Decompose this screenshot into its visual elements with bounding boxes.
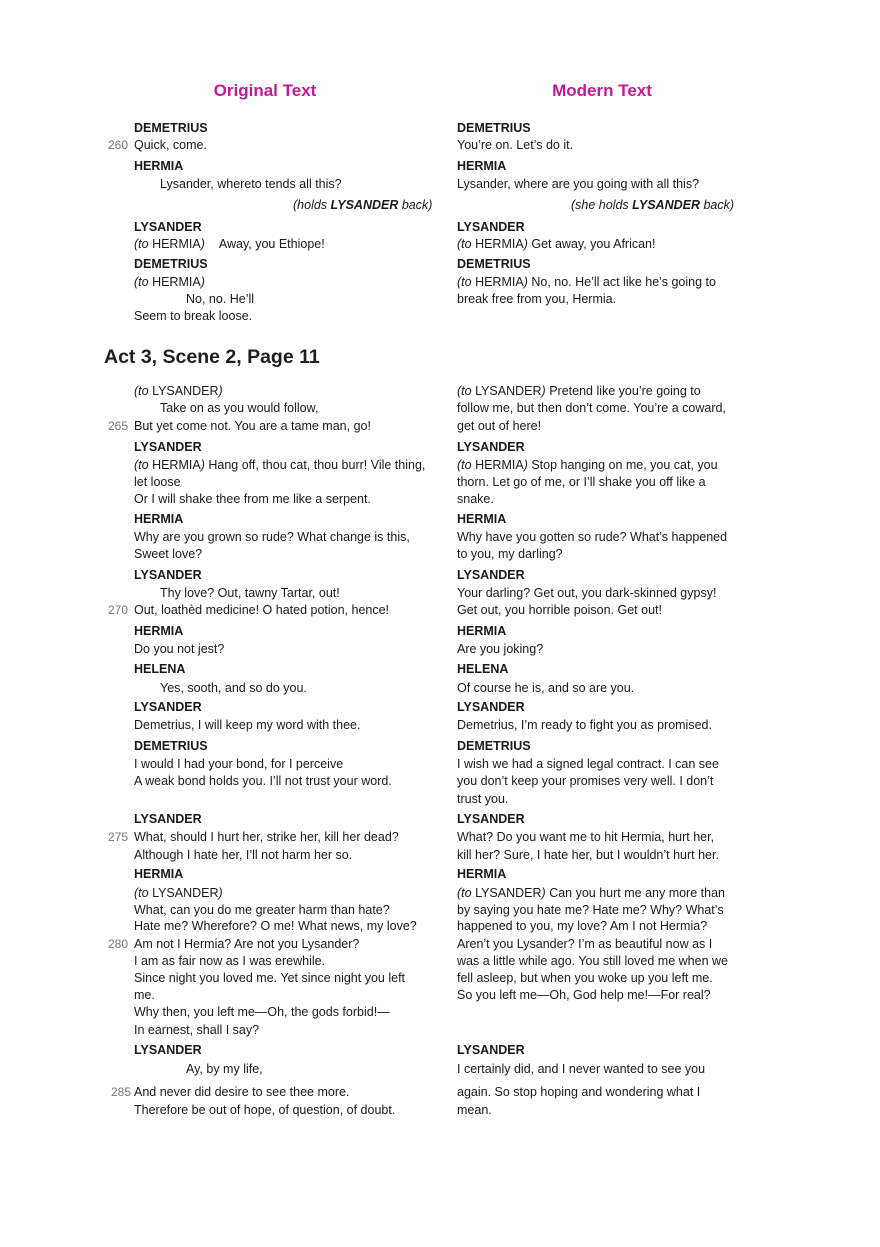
modern-text-header: Modern Text [552,81,652,100]
modern-line: Lysander, where are you going with all this? [457,177,700,191]
modern-line: Why have you gotten so rude? What’s happened [457,530,728,544]
original-line: Hate me? Wherefore? O me! What news, my love? [134,919,417,933]
original-line: No, no. He’ll [186,292,255,306]
original-line: Thy love? Out, tawny Tartar, out! [160,586,340,600]
speaker-name: HERMIA [134,159,184,173]
stage-direction: (to LYSANDER) [134,384,223,398]
speaker-name: DEMETRIUS [134,121,208,135]
speaker-name: DEMETRIUS [457,121,531,135]
speaker-name: HERMIA [457,159,507,173]
modern-line: follow me, but then don’t come. You’re a coward, [457,401,726,415]
original-line: Why then, you left me—Oh, the gods forbid!— [134,1005,390,1019]
original-line: Why are you grown so rude? What change is this, [134,530,410,544]
speaker-name: LYSANDER [134,812,202,826]
stage-direction: (she holds LYSANDER back) [571,198,735,212]
line-number: 260 [107,138,128,152]
speaker-name: LYSANDER [457,700,525,714]
original-line: Out, loathèd medicine! O hated potion, hence! [134,603,390,617]
original-line: I would I had your bond, for I perceive [134,757,344,771]
modern-line: happened to you, my love? Am I not Hermia? [457,919,708,933]
original-line: A weak bond holds you. I’ll not trust your word. [134,774,392,788]
line-number: 265 [107,419,128,433]
speaker-name: DEMETRIUS [457,739,531,753]
original-line: Although I hate her, I’ll not harm her so. [134,848,353,862]
speaker-name: HERMIA [134,512,184,526]
line-number: 285 [110,1085,131,1099]
modern-line: mean. [457,1103,492,1117]
modern-line: (to HERMIA) Get away, you African! [457,237,656,251]
original-line: In earnest, shall I say? [134,1023,260,1037]
original-line: Since night you loved me. Yet since night you left [134,971,406,985]
modern-line: by saying you hate me? Hate me? Why? What’s [457,903,724,917]
modern-line: Get out, you horrible poison. Get out! [457,603,662,617]
scene-title: Act 3, Scene 2, Page 11 [104,346,320,368]
stage-direction: (to LYSANDER) [134,886,223,900]
original-text-header: Original Text [213,81,317,100]
modern-line: You’re on. Let’s do it. [457,138,574,152]
modern-line: trust you. [457,792,509,806]
speaker-name: LYSANDER [134,220,202,234]
original-line: Therefore be out of hope, of question, of doubt. [134,1103,396,1117]
speaker-name: LYSANDER [134,700,202,714]
modern-line: break free from you, Hermia. [457,292,617,306]
modern-line: (to HERMIA) No, no. He’ll act like he’s going to [457,275,716,289]
speaker-name: LYSANDER [457,812,525,826]
line-number: 280 [107,937,128,951]
original-line: Yes, sooth, and so do you. [160,681,307,695]
modern-line: So you left me—Oh, God help me!—For real? [457,988,711,1002]
original-line: Demetrius, I will keep my word with thee. [134,718,361,732]
original-line: What, should I hurt her, strike her, kill her dead? [134,830,399,844]
modern-line: again. So stop hoping and wondering what I [457,1085,701,1099]
speaker-name: LYSANDER [134,1043,202,1057]
speaker-name: LYSANDER [457,220,525,234]
modern-line: thorn. Let go of me, or I’ll shake you off like a [457,475,706,489]
speaker-name: HERMIA [457,867,507,881]
original-line: Do you not jest? [134,642,225,656]
modern-line: Are you joking? [457,642,544,656]
speaker-name: HERMIA [134,867,184,881]
original-line: Lysander, whereto tends all this? [160,177,342,191]
original-line: Am not I Hermia? Are not you Lysander? [134,937,360,951]
modern-line: (to LYSANDER) Can you hurt me any more than [457,886,725,900]
modern-line: (to LYSANDER) Pretend like you’re going to [457,384,701,398]
speaker-name: HERMIA [457,512,507,526]
original-line: me. [134,988,155,1002]
modern-line: (to HERMIA) Stop hanging on me, you cat, you [457,458,718,472]
original-line: Ay, by my life, [186,1062,263,1076]
speaker-name: LYSANDER [134,568,202,582]
original-line: Or I will shake thee from me like a serpent. [134,492,371,506]
original-line: And never did desire to see thee more. [134,1085,350,1099]
modern-line: you don’t keep your promises very well. I don’t [457,774,714,788]
speaker-name: HERMIA [457,624,507,638]
speaker-name: HELENA [134,662,186,676]
modern-line: I wish we had a signed legal contract. I can see [457,757,719,771]
original-line: Quick, come. [134,138,207,152]
modern-line: I certainly did, and I never wanted to see you [457,1062,706,1076]
modern-line: snake. [457,492,494,506]
speaker-name: LYSANDER [457,440,525,454]
original-line: Sweet love? [134,547,203,561]
modern-line: Aren’t you Lysander? I’m as beautiful now as I [457,937,713,951]
speaker-name: DEMETRIUS [134,257,208,271]
original-line: But yet come not. You are a tame man, go! [134,419,371,433]
modern-line: kill her? Sure, I hate her, but I wouldn’t hurt her. [457,848,719,862]
modern-line: was a little while ago. You still loved me when we [457,954,728,968]
original-line: Take on as you would follow, [160,401,319,415]
speaker-name: LYSANDER [457,1043,525,1057]
original-line: (to HERMIA) Away, you Ethiope! [134,237,325,251]
speaker-name: HELENA [457,662,509,676]
modern-line: get out of here! [457,419,542,433]
line-number: 270 [107,603,128,617]
modern-line: Of course he is, and so are you. [457,681,635,695]
modern-line: Your darling? Get out, you dark-skinned gypsy! [457,586,717,600]
speaker-name: DEMETRIUS [457,257,531,271]
original-line: What, can you do me greater harm than hate? [134,903,390,917]
speaker-name: LYSANDER [457,568,525,582]
speaker-name: LYSANDER [134,440,202,454]
speaker-name: HERMIA [134,624,184,638]
stage-direction: (holds LYSANDER back) [293,198,433,212]
stage-direction: (to HERMIA) [134,275,205,289]
original-line: Seem to break loose. [134,309,253,323]
modern-line: fell asleep, but when you woke up you left me. [457,971,713,985]
original-line: let loose [134,475,181,489]
original-line: I am as fair now as I was erewhile. [134,954,326,968]
speaker-name: DEMETRIUS [134,739,208,753]
modern-line: What? Do you want me to hit Hermia, hurt her, [457,830,715,844]
original-line: (to HERMIA) Hang off, thou cat, thou burr! Vile thing, [134,458,426,472]
modern-line: to you, my darling? [457,547,563,561]
modern-line: Demetrius, I’m ready to fight you as promised. [457,718,712,732]
line-number: 275 [107,830,128,844]
